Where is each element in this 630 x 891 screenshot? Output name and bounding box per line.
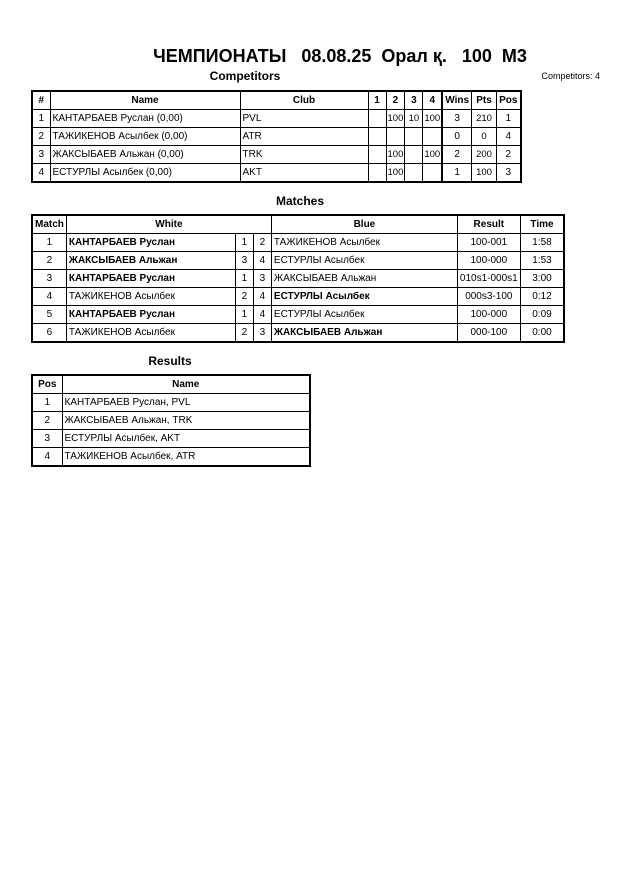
table-row <box>32 430 310 448</box>
cell-num: 1 <box>32 110 50 128</box>
cell-score <box>368 128 386 146</box>
table-row <box>32 270 564 288</box>
results-heading: Results <box>148 354 192 368</box>
cell-club: PVL <box>240 110 368 128</box>
cell-score: 100 <box>423 110 442 128</box>
cell-match: 3 <box>32 270 66 288</box>
table-row <box>32 448 310 467</box>
matches-heading: Matches <box>275 194 325 208</box>
table-row <box>32 412 310 430</box>
cell-blue: ЕСТУРЛЫ Асылбек <box>271 306 457 324</box>
col-time: Time <box>520 215 564 234</box>
cell-blue: ЕСТУРЛЫ Асылбек <box>271 288 457 306</box>
table-row <box>32 128 521 146</box>
cell-white: КАНТАРБАЕВ Руслан <box>66 234 235 252</box>
col-num: # <box>32 91 50 110</box>
cell-white-num: 2 <box>235 324 253 343</box>
cell-score: 100 <box>386 110 405 128</box>
cell-score: 10 <box>405 110 423 128</box>
table-row <box>32 306 564 324</box>
cell-blue-num: 3 <box>253 324 271 343</box>
cell-result: 100-001 <box>457 234 520 252</box>
cell-blue: ЖАКСЫБАЕВ Альжан <box>271 270 457 288</box>
cell-name: КАНТАРБАЕВ Руслан, PVL <box>62 394 310 412</box>
cell-pts: 210 <box>472 110 497 128</box>
cell-white: КАНТАРБАЕВ Руслан <box>66 270 235 288</box>
table-row <box>32 110 521 128</box>
col-blue: Blue <box>271 215 457 234</box>
cell-pos: 4 <box>32 448 62 467</box>
cell-num: 4 <box>32 164 50 183</box>
col-pts: Pts <box>472 91 497 110</box>
cell-pts: 100 <box>472 164 497 183</box>
cell-white-num: 1 <box>235 234 253 252</box>
cell-match: 2 <box>32 252 66 270</box>
cell-match: 6 <box>32 324 66 343</box>
cell-pos: 2 <box>497 146 521 164</box>
cell-white: ТАЖИКЕНОВ Асылбек <box>66 324 235 343</box>
matches-header-row <box>32 215 564 234</box>
cell-wins: 0 <box>442 128 471 146</box>
cell-name: КАНТАРБАЕВ Руслан (0,00) <box>50 110 240 128</box>
col-score-1: 1 <box>368 91 386 110</box>
cell-score <box>386 128 405 146</box>
cell-score: 100 <box>386 164 405 183</box>
table-row <box>32 324 564 343</box>
cell-result: 000-100 <box>457 324 520 343</box>
col-name: Name <box>50 91 240 110</box>
cell-result: 100-000 <box>457 306 520 324</box>
cell-result: 010s1-000s1 <box>457 270 520 288</box>
col-name: Name <box>62 375 310 394</box>
table-row <box>32 252 564 270</box>
cell-time: 0:00 <box>520 324 564 343</box>
page-title: ЧЕМПИОНАТЫ 08.08.25 Орал қ. 100 М3 <box>153 46 527 66</box>
cell-num: 3 <box>32 146 50 164</box>
competitors-header-row <box>32 91 521 110</box>
cell-time: 3:00 <box>520 270 564 288</box>
competitors-table <box>31 90 522 183</box>
cell-white-num: 2 <box>235 288 253 306</box>
col-club: Club <box>240 91 368 110</box>
cell-pts: 0 <box>472 128 497 146</box>
cell-pts: 200 <box>472 146 497 164</box>
cell-score <box>405 164 423 183</box>
cell-result: 100-000 <box>457 252 520 270</box>
cell-match: 1 <box>32 234 66 252</box>
cell-wins: 3 <box>442 110 471 128</box>
cell-score <box>405 128 423 146</box>
cell-score <box>423 164 442 183</box>
cell-club: ATR <box>240 128 368 146</box>
cell-score <box>368 164 386 183</box>
cell-white-num: 1 <box>235 270 253 288</box>
table-row <box>32 164 521 183</box>
cell-score: 100 <box>386 146 405 164</box>
cell-club: AKT <box>240 164 368 183</box>
cell-white: ТАЖИКЕНОВ Асылбек <box>66 288 235 306</box>
cell-score <box>368 110 386 128</box>
cell-name: ТАЖИКЕНОВ Асылбек, ATR <box>62 448 310 467</box>
cell-blue-num: 2 <box>253 234 271 252</box>
cell-blue-num: 4 <box>253 306 271 324</box>
cell-blue: ЕСТУРЛЫ Асылбек <box>271 252 457 270</box>
cell-num: 2 <box>32 128 50 146</box>
col-match: Match <box>32 215 66 234</box>
cell-time: 0:09 <box>520 306 564 324</box>
cell-pos: 1 <box>497 110 521 128</box>
cell-white: ЖАКСЫБАЕВ Альжан <box>66 252 235 270</box>
cell-wins: 1 <box>442 164 471 183</box>
cell-time: 1:53 <box>520 252 564 270</box>
table-row <box>32 234 564 252</box>
competitors-heading: Competitors <box>209 69 281 83</box>
cell-club: TRK <box>240 146 368 164</box>
cell-blue: ТАЖИКЕНОВ Асылбек <box>271 234 457 252</box>
col-score-3: 3 <box>405 91 423 110</box>
cell-name: ЕСТУРЛЫ Асылбек (0,00) <box>50 164 240 183</box>
col-white: White <box>66 215 271 234</box>
col-score-4: 4 <box>423 91 442 110</box>
results-header-row <box>32 375 310 394</box>
results-table <box>31 374 311 467</box>
cell-time: 1:58 <box>520 234 564 252</box>
table-row <box>32 146 521 164</box>
cell-pos: 1 <box>32 394 62 412</box>
table-row <box>32 288 564 306</box>
cell-pos: 2 <box>32 412 62 430</box>
table-row <box>32 394 310 412</box>
cell-score <box>423 128 442 146</box>
col-pos: Pos <box>497 91 521 110</box>
matches-table <box>31 214 565 343</box>
cell-white-num: 1 <box>235 306 253 324</box>
cell-score: 100 <box>423 146 442 164</box>
col-result: Result <box>457 215 520 234</box>
cell-blue-num: 4 <box>253 252 271 270</box>
cell-result: 000s3-100 <box>457 288 520 306</box>
cell-pos: 4 <box>497 128 521 146</box>
cell-name: ЕСТУРЛЫ Асылбек, AKT <box>62 430 310 448</box>
cell-score <box>405 146 423 164</box>
col-pos: Pos <box>32 375 62 394</box>
cell-blue: ЖАКСЫБАЕВ Альжан <box>271 324 457 343</box>
col-score-2: 2 <box>386 91 405 110</box>
cell-pos: 3 <box>497 164 521 183</box>
col-wins: Wins <box>442 91 471 110</box>
cell-white-num: 3 <box>235 252 253 270</box>
cell-match: 5 <box>32 306 66 324</box>
cell-name: ЖАКСЫБАЕВ Альжан (0,00) <box>50 146 240 164</box>
cell-name: ЖАКСЫБАЕВ Альжан, TRK <box>62 412 310 430</box>
cell-name: ТАЖИКЕНОВ Асылбек (0,00) <box>50 128 240 146</box>
competitors-count: Competitors: 4 <box>541 71 600 81</box>
cell-score <box>368 146 386 164</box>
cell-blue-num: 4 <box>253 288 271 306</box>
cell-pos: 3 <box>32 430 62 448</box>
cell-wins: 2 <box>442 146 471 164</box>
cell-match: 4 <box>32 288 66 306</box>
cell-blue-num: 3 <box>253 270 271 288</box>
cell-white: КАНТАРБАЕВ Руслан <box>66 306 235 324</box>
cell-time: 0:12 <box>520 288 564 306</box>
